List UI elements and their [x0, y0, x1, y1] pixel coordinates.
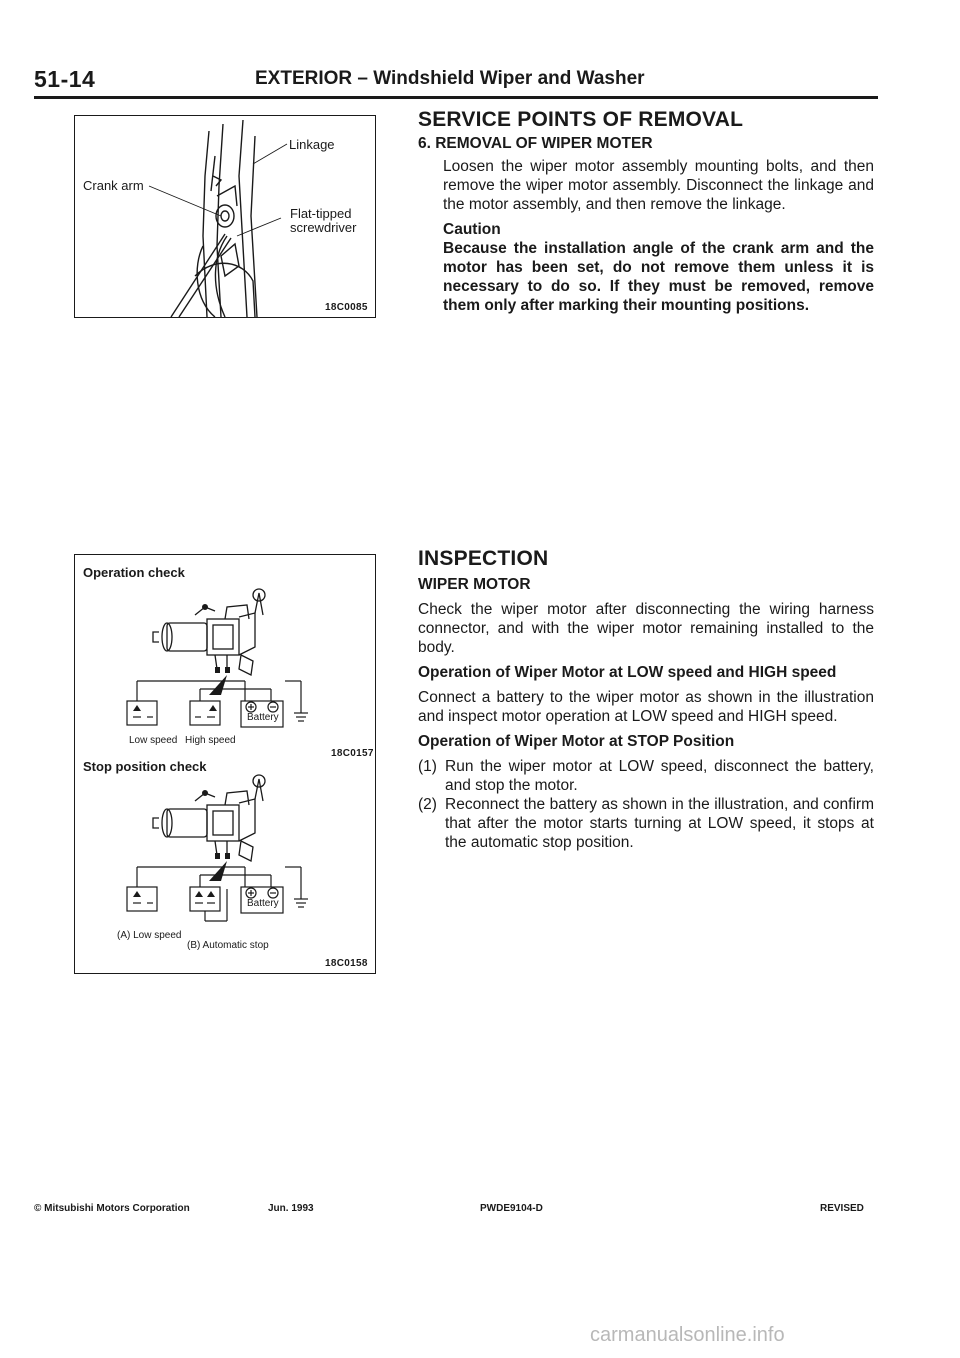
caution-label: Caution	[443, 221, 501, 238]
watermark: carmanualsonline.info	[590, 1324, 785, 1346]
figure-crank-arm	[74, 115, 376, 318]
step-number: (1)	[418, 758, 437, 775]
figure-code: 18C0085	[325, 302, 368, 313]
step-text: Run the wiper motor at LOW speed, disconnect the battery, and stop the motor.	[445, 758, 874, 794]
label-b-automatic-stop: (B) Automatic stop	[187, 940, 269, 951]
step-number: (2)	[418, 796, 437, 813]
label-high-speed: High speed	[185, 735, 236, 746]
inspection-intro: Check the wiper motor after disconnecting the wiring harness connector, and with the wiper motor remaining installed to the body.	[418, 601, 874, 656]
label-battery-1: Battery	[247, 712, 279, 723]
inspection-section	[418, 549, 874, 852]
header-rule	[34, 96, 878, 99]
inspection-heading: INSPECTION	[418, 547, 549, 570]
page-number: 51-14	[34, 66, 96, 92]
figure-motor-check	[74, 554, 376, 974]
label-low-speed: Low speed	[129, 735, 178, 746]
operation-check-title: Operation check	[83, 565, 185, 580]
footer-status: REVISED	[820, 1203, 864, 1214]
label-linkage: Linkage	[289, 137, 335, 152]
figure-code-2: 18C0158	[325, 958, 368, 969]
step-list	[418, 757, 874, 852]
figure-code-1: 18C0157	[331, 748, 374, 759]
label-battery-2: Battery	[247, 898, 279, 909]
removal-heading: SERVICE POINTS OF REMOVAL	[418, 108, 744, 131]
circuit-diagram-2	[75, 859, 375, 939]
caution-text: Because the installation angle of the crank arm and the motor has been set, do not remove them unless it is necessary to do so. If they must be removed, remove them only after marking their mounting positions.	[443, 240, 874, 314]
label-a-low-speed: (A) Low speed	[117, 930, 182, 941]
label-screwdriver-1: Flat-tipped	[290, 206, 352, 221]
section-title: EXTERIOR – Windshield Wiper and Washer	[255, 68, 645, 89]
label-screwdriver-2: screwdriver	[290, 220, 357, 235]
wiper-motor-subheading: WIPER MOTOR	[418, 576, 531, 593]
stop-check-title: Stop position check	[83, 759, 207, 774]
label-crank-arm: Crank arm	[83, 178, 144, 193]
op-body: Connect a battery to the wiper motor as shown in the illustration and inspect motor operation at LOW speed and HIGH speed.	[418, 689, 874, 725]
step-item	[418, 757, 874, 795]
footer-date: Jun. 1993	[268, 1203, 314, 1214]
footer-copyright: © Mitsubishi Motors Corporation	[34, 1203, 190, 1214]
op-heading: Operation of Wiper Motor at LOW speed and HIGH speed	[418, 664, 837, 681]
removal-section	[418, 110, 874, 315]
footer-doc-code: PWDE9104-D	[480, 1203, 543, 1214]
step-item	[418, 795, 874, 852]
step-text: Reconnect the battery as shown in the illustration, and confirm that after the motor starts turning at LOW speed, it stops at the automatic stop position.	[445, 796, 874, 851]
removal-body: Loosen the wiper motor assembly mounting bolts, and then remove the wiper motor assembly. Disconnect the linkage and the motor assembly, and then remove the linkage.	[443, 158, 874, 213]
removal-subheading: 6. REMOVAL OF WIPER MOTER	[418, 135, 653, 152]
circuit-diagram-1	[75, 673, 375, 743]
stop-heading: Operation of Wiper Motor at STOP Position	[418, 733, 735, 750]
